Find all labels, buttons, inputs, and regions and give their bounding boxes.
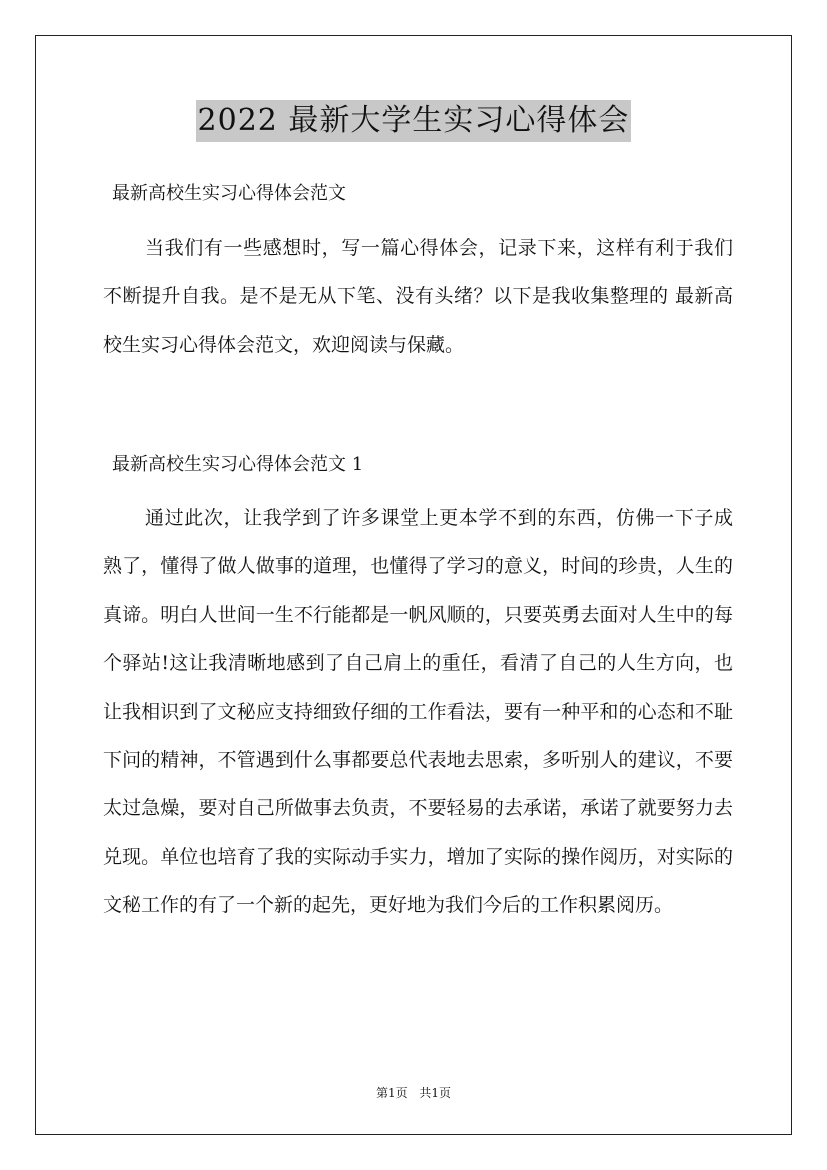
page-footer bbox=[0, 1084, 827, 1101]
section-1-body: 通过此次，让我学到了许多课堂上更本学不到的东西，仿佛一下子成熟了，懂得了做人做事的道理，也懂得了学习的意义，时间的珍贵，人生的真谛。明白人世间一生不行能都是一帆风顺的，只要英勇去面对人生中的每个驿站!这让我清晰地感到了自己肩上的重任，看清了自己的人生方向，也让我相识到了文秘应支持细致仔细的工作看法，要有一种平和的心态和不耻下问的精神，不管遇到什么事都要总代表地去思索，多听别人的建议，不要太过急燥，要对自己所做事去负责，不要轻易的去承诺，承诺了就要努力去兑现。单位也培育了我的实际动手实力，增加了实际的操作阅历，对实际的文秘工作的有了一个新的起先，更好地为我们今后的工作积累阅历。 bbox=[103, 507, 733, 917]
document-title-wrapper bbox=[0, 100, 827, 142]
section-1-heading: 最新高校生实习心得体会范文 1 bbox=[112, 454, 364, 475]
page-number: 第1页 bbox=[375, 1086, 408, 1100]
document-title: 2022 最新大学生实习心得体会 bbox=[196, 100, 632, 142]
intro-paragraph: 当我们有一些感想时，写一篇心得体会，记录下来，这样有利于我们不断提升自我。是不是无从下笔、没有头绪？以下是我收集整理的 最新高校生实习心得体会范文，欢迎阅读与保藏。 bbox=[103, 237, 733, 356]
document-subtitle: 最新高校生实习心得体会范文 bbox=[112, 183, 346, 204]
page-total: 共1页 bbox=[419, 1086, 452, 1100]
